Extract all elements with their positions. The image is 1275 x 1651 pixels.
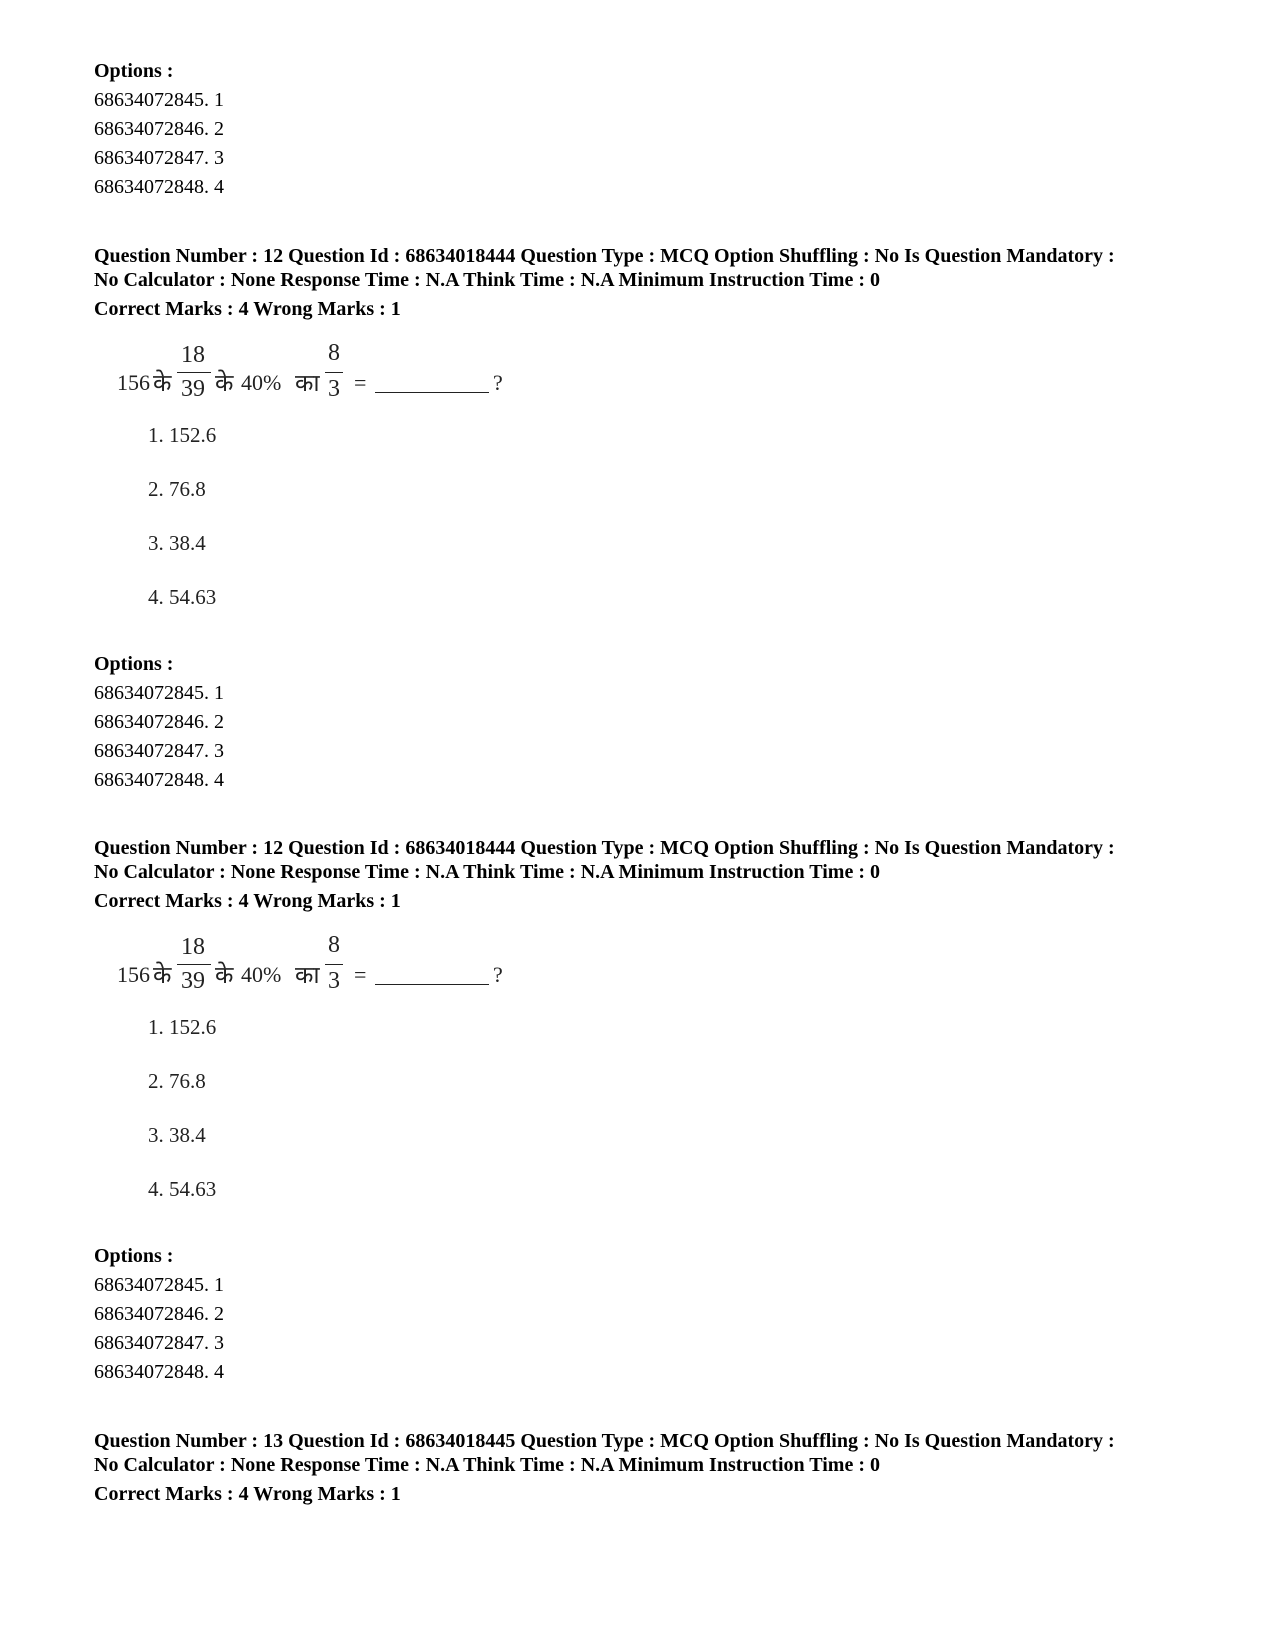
question-formula xyxy=(117,340,537,416)
formula-word: का xyxy=(295,961,320,989)
fraction-bar xyxy=(325,372,343,373)
formula-equals: = xyxy=(354,370,367,395)
formula-percent: 40% xyxy=(241,370,282,395)
option-id-line: 68634072847. 3 xyxy=(94,1332,224,1354)
answer-choice: 2. 76.8 xyxy=(148,477,206,501)
formula-percent: 40% xyxy=(241,962,282,987)
question-meta-line-1: Question Number : 12 Question Id : 68634018444 Question Type : MCQ Option Shuffling : No Is Question Mandatory : xyxy=(94,245,1115,267)
answer-choice: 3. 38.4 xyxy=(148,531,206,555)
fraction-bar xyxy=(177,964,211,965)
formula-word: के xyxy=(215,961,234,989)
fraction-denominator: 39 xyxy=(181,376,205,402)
options-block xyxy=(94,650,224,795)
formula-question-mark: ? xyxy=(493,370,503,395)
question-header xyxy=(94,1429,1224,1506)
options-title: Options : xyxy=(94,1245,174,1267)
fraction-denominator: 3 xyxy=(328,376,340,402)
question-header xyxy=(94,836,1224,913)
question-formula xyxy=(117,932,537,1008)
fraction-numerator: 18 xyxy=(181,934,205,960)
answer-choice: 1. 152.6 xyxy=(148,423,217,447)
fraction-numerator: 18 xyxy=(181,342,205,368)
option-id-line: 68634072845. 1 xyxy=(94,89,224,111)
option-id-line: 68634072845. 1 xyxy=(94,682,224,704)
fraction-bar xyxy=(177,372,211,373)
formula-word: के xyxy=(153,961,172,989)
answer-choice: 3. 38.4 xyxy=(148,1123,206,1147)
formula-question-mark: ? xyxy=(493,962,503,987)
question-meta-line-2: No Calculator : None Response Time : N.A Think Time : N.A Minimum Instruction Time : 0 xyxy=(94,269,880,291)
question-meta-line-1: Question Number : 13 Question Id : 68634018445 Question Type : MCQ Option Shuffling : No Is Question Mandatory : xyxy=(94,1430,1115,1452)
option-id-line: 68634072847. 3 xyxy=(94,740,224,762)
options-title: Options : xyxy=(94,60,174,82)
option-id-line: 68634072846. 2 xyxy=(94,711,224,733)
fraction-numerator: 8 xyxy=(328,932,340,958)
formula-word: के xyxy=(215,369,234,397)
question-meta-line-2: No Calculator : None Response Time : N.A Think Time : N.A Minimum Instruction Time : 0 xyxy=(94,1454,880,1476)
question-marks: Correct Marks : 4 Wrong Marks : 1 xyxy=(94,890,401,912)
answer-choice: 4. 54.63 xyxy=(148,1177,217,1201)
answer-blank xyxy=(375,984,489,985)
options-title: Options : xyxy=(94,653,174,675)
option-id-line: 68634072846. 2 xyxy=(94,1303,224,1325)
option-id-line: 68634072847. 3 xyxy=(94,147,224,169)
option-id-line: 68634072846. 2 xyxy=(94,118,224,140)
formula-word: का xyxy=(295,369,320,397)
answer-choice: 2. 76.8 xyxy=(148,1069,206,1093)
question-header xyxy=(94,244,1224,321)
question-meta-line-1: Question Number : 12 Question Id : 68634018444 Question Type : MCQ Option Shuffling : No Is Question Mandatory : xyxy=(94,837,1115,859)
formula-number: 156 xyxy=(117,370,150,395)
formula-word: के xyxy=(153,369,172,397)
formula-equals: = xyxy=(354,962,367,987)
question-marks: Correct Marks : 4 Wrong Marks : 1 xyxy=(94,1483,401,1505)
option-id-line: 68634072845. 1 xyxy=(94,1274,224,1296)
answer-choice: 4. 54.63 xyxy=(148,585,217,609)
question-marks: Correct Marks : 4 Wrong Marks : 1 xyxy=(94,298,401,320)
options-block xyxy=(94,1242,224,1387)
option-id-line: 68634072848. 4 xyxy=(94,769,224,791)
formula-number: 156 xyxy=(117,962,150,987)
option-id-line: 68634072848. 4 xyxy=(94,1361,224,1383)
answer-choice: 1. 152.6 xyxy=(148,1015,217,1039)
options-block xyxy=(94,57,224,202)
fraction-bar xyxy=(325,964,343,965)
fraction-numerator: 8 xyxy=(328,340,340,366)
fraction-denominator: 3 xyxy=(328,968,340,994)
question-meta-line-2: No Calculator : None Response Time : N.A Think Time : N.A Minimum Instruction Time : 0 xyxy=(94,861,880,883)
option-id-line: 68634072848. 4 xyxy=(94,176,224,198)
answer-blank xyxy=(375,392,489,393)
fraction-denominator: 39 xyxy=(181,968,205,994)
